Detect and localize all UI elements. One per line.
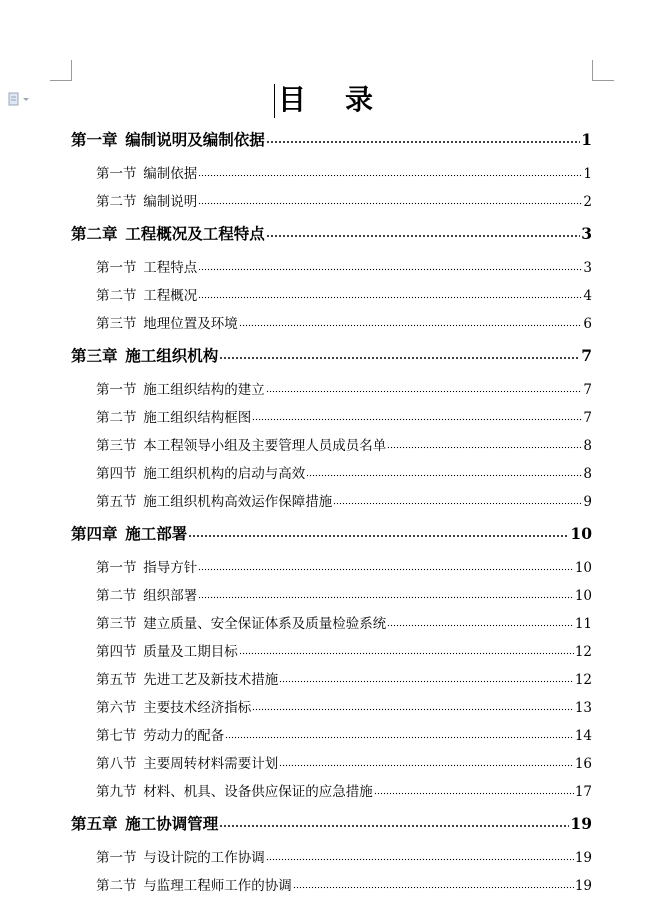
toc-page-number: 9 bbox=[583, 494, 592, 510]
toc-entry-title: 与监理工程师工作的协调 bbox=[143, 878, 292, 894]
toc-page-number: 8 bbox=[583, 466, 592, 482]
toc-entry-title: 施工协调管理 bbox=[125, 814, 219, 833]
toc-page-number: 12 bbox=[574, 672, 592, 688]
toc-entry-title: 工程特点 bbox=[143, 260, 198, 276]
toc-dot-leader bbox=[279, 671, 574, 685]
toc-dot-leader bbox=[198, 287, 582, 301]
toc-entry-title: 工程概况 bbox=[143, 288, 198, 304]
toc-page-number: 16 bbox=[574, 756, 592, 772]
toc-dot-leader bbox=[225, 727, 574, 741]
toc-page-number: 3 bbox=[583, 260, 592, 276]
toc-entry-title: 编制说明 bbox=[143, 194, 198, 210]
toc-chapter-entry[interactable] bbox=[71, 222, 592, 244]
toc-dot-leader bbox=[306, 465, 582, 479]
toc-entry-title: 主要技术经济指标 bbox=[143, 700, 252, 716]
toc-dot-leader bbox=[266, 224, 580, 240]
toc-dot-leader bbox=[239, 643, 574, 657]
toc-section-entry[interactable] bbox=[96, 462, 592, 482]
crop-mark-top-right bbox=[592, 80, 614, 81]
toc-entry-number: 第三节 bbox=[96, 616, 137, 632]
toc-section-entry[interactable] bbox=[96, 668, 592, 688]
toc-chapter-entry[interactable] bbox=[71, 522, 592, 544]
toc-section-entry[interactable] bbox=[96, 724, 592, 744]
toc-entry-title: 材料、机具、设备供应保证的应急措施 bbox=[143, 784, 373, 800]
toc-section-entry[interactable] bbox=[96, 584, 592, 604]
toc-dot-leader bbox=[252, 409, 582, 423]
toc-page-number: 7 bbox=[581, 346, 592, 365]
toc-dot-leader bbox=[266, 849, 574, 863]
toc-page-number: 19 bbox=[574, 850, 592, 866]
toc-chapter-entry[interactable] bbox=[71, 812, 592, 834]
toc-chapter-entry[interactable] bbox=[71, 344, 592, 366]
toc-section-entry[interactable] bbox=[96, 378, 592, 398]
toc-entry-number: 第五章 bbox=[71, 814, 118, 833]
toc-dot-leader bbox=[198, 193, 582, 207]
toc-dot-leader bbox=[374, 783, 574, 797]
toc-entry-title: 本工程领导小组及主要管理人员成员名单 bbox=[143, 438, 387, 454]
toc-dot-leader bbox=[188, 524, 569, 540]
toc-entry-number: 第一节 bbox=[96, 260, 137, 276]
toc-page-number: 10 bbox=[574, 588, 592, 604]
toc-page-number: 7 bbox=[583, 382, 592, 398]
toc-entry-number: 第四节 bbox=[96, 466, 137, 482]
toc-page-number: 8 bbox=[583, 438, 592, 454]
toc-dot-leader bbox=[279, 755, 574, 769]
crop-mark-top-left bbox=[50, 80, 72, 81]
toc-entry-number: 第二节 bbox=[96, 588, 137, 604]
toc-entry-title: 施工组织结构的建立 bbox=[143, 382, 265, 398]
toc-dot-leader bbox=[387, 437, 582, 451]
toc-entry-number: 第二章 bbox=[71, 224, 118, 243]
toc-entry-title: 先进工艺及新技术措施 bbox=[143, 672, 279, 688]
toc-entry-number: 第一节 bbox=[96, 850, 137, 866]
toc-page-number: 13 bbox=[574, 700, 592, 716]
toc-entry-number: 第三节 bbox=[96, 316, 137, 332]
toc-entry-number: 第一节 bbox=[96, 166, 137, 182]
toc-entry-title: 劳动力的配备 bbox=[143, 728, 225, 744]
toc-dot-leader bbox=[219, 346, 580, 362]
text-cursor bbox=[274, 84, 275, 118]
toc-dot-leader bbox=[239, 315, 583, 329]
toc-page-number: 19 bbox=[574, 878, 592, 894]
toc-section-entry[interactable] bbox=[96, 874, 592, 894]
toc-page-number: 10 bbox=[570, 524, 592, 543]
toc-entry-number: 第三节 bbox=[96, 438, 137, 454]
toc-page-number: 19 bbox=[570, 814, 592, 833]
toc-section-entry[interactable] bbox=[96, 846, 592, 866]
toc-entry-number: 第一章 bbox=[71, 130, 118, 149]
toc-section-entry[interactable] bbox=[96, 284, 592, 304]
toc-entry-title: 与设计院的工作协调 bbox=[143, 850, 265, 866]
toc-entry-number: 第一节 bbox=[96, 382, 137, 398]
toc-entry-title: 质量及工期目标 bbox=[143, 644, 238, 660]
toc-dot-leader bbox=[198, 259, 582, 273]
toc-entry-number: 第七节 bbox=[96, 728, 137, 744]
toc-page-number: 11 bbox=[574, 616, 592, 632]
toc-dot-leader bbox=[219, 814, 569, 830]
toc-page-number: 1 bbox=[581, 130, 592, 149]
toc-page-number: 2 bbox=[583, 194, 592, 210]
toc-page-number: 12 bbox=[574, 644, 592, 660]
toc-entry-number: 第二节 bbox=[96, 288, 137, 304]
toc-entry-title: 编制说明及编制依据 bbox=[125, 130, 265, 149]
toc-entry-number: 第五节 bbox=[96, 672, 137, 688]
toc-page-number: 4 bbox=[583, 288, 592, 304]
paste-options-icon[interactable] bbox=[8, 92, 34, 106]
toc-entry-title: 建立质量、安全保证体系及质量检验系统 bbox=[143, 616, 387, 632]
toc-section-entry[interactable] bbox=[96, 162, 592, 182]
toc-entry-number: 第四章 bbox=[71, 524, 118, 543]
toc-dot-leader bbox=[266, 381, 583, 395]
toc-entry-number: 第二节 bbox=[96, 878, 137, 894]
toc-entry-number: 第二节 bbox=[96, 194, 137, 210]
toc-dot-leader bbox=[198, 559, 574, 573]
toc-title: 目 录 bbox=[278, 83, 373, 116]
toc-dot-leader bbox=[198, 587, 574, 601]
toc-entry-number: 第六节 bbox=[96, 700, 137, 716]
toc-entry-number: 第二节 bbox=[96, 410, 137, 426]
toc-section-entry[interactable] bbox=[96, 696, 592, 716]
toc-section-entry[interactable] bbox=[96, 780, 592, 800]
toc-entry-title: 施工组织机构 bbox=[125, 346, 219, 365]
toc-section-entry[interactable] bbox=[96, 490, 592, 510]
toc-dot-leader bbox=[387, 615, 574, 629]
toc-section-entry[interactable] bbox=[96, 190, 592, 210]
toc-section-entry[interactable] bbox=[96, 406, 592, 426]
toc-entry-title: 指导方针 bbox=[143, 560, 198, 576]
toc-page-number: 7 bbox=[583, 410, 592, 426]
toc-dot-leader bbox=[333, 493, 582, 507]
toc-section-entry[interactable] bbox=[96, 312, 592, 332]
toc-entry-title: 组织部署 bbox=[143, 588, 198, 604]
toc-entry-number: 第一节 bbox=[96, 560, 137, 576]
toc-entry-title: 编制依据 bbox=[143, 166, 198, 182]
toc-entry-number: 第九节 bbox=[96, 784, 137, 800]
toc-entry-number: 第五节 bbox=[96, 494, 137, 510]
toc-page-number: 17 bbox=[574, 784, 592, 800]
crop-mark-top-left bbox=[71, 60, 72, 80]
toc-section-entry[interactable] bbox=[96, 556, 592, 576]
toc-page-number: 6 bbox=[583, 316, 592, 332]
toc-section-entry[interactable] bbox=[96, 434, 592, 454]
toc-entry-number: 第八节 bbox=[96, 756, 137, 772]
toc-dot-leader bbox=[252, 699, 574, 713]
toc-entry-title: 主要周转材料需要计划 bbox=[143, 756, 279, 772]
toc-section-entry[interactable] bbox=[96, 612, 592, 632]
toc-entry-title: 施工组织机构的启动与高效 bbox=[143, 466, 306, 482]
toc-entry-title: 工程概况及工程特点 bbox=[125, 224, 265, 243]
toc-entry-number: 第四节 bbox=[96, 644, 137, 660]
toc-dot-leader bbox=[266, 130, 580, 146]
toc-page-number: 1 bbox=[583, 166, 592, 182]
toc-page-number: 14 bbox=[574, 728, 592, 744]
toc-page-number: 3 bbox=[581, 224, 592, 243]
toc-page-number: 10 bbox=[574, 560, 592, 576]
toc-dot-leader bbox=[198, 165, 582, 179]
crop-mark-top-right bbox=[592, 60, 593, 80]
toc-entry-number: 第三章 bbox=[71, 346, 118, 365]
toc-section-entry[interactable] bbox=[96, 752, 592, 772]
toc-entry-title: 地理位置及环境 bbox=[143, 316, 238, 332]
toc-entry-title: 施工部署 bbox=[125, 524, 188, 543]
toc-dot-leader bbox=[293, 877, 574, 891]
toc-section-entry[interactable] bbox=[96, 640, 592, 660]
toc-entry-title: 施工组织机构高效运作保障措施 bbox=[143, 494, 333, 510]
toc-section-entry[interactable] bbox=[96, 256, 592, 276]
toc-entry-title: 施工组织结构框图 bbox=[143, 410, 252, 426]
toc-chapter-entry[interactable] bbox=[71, 128, 592, 150]
